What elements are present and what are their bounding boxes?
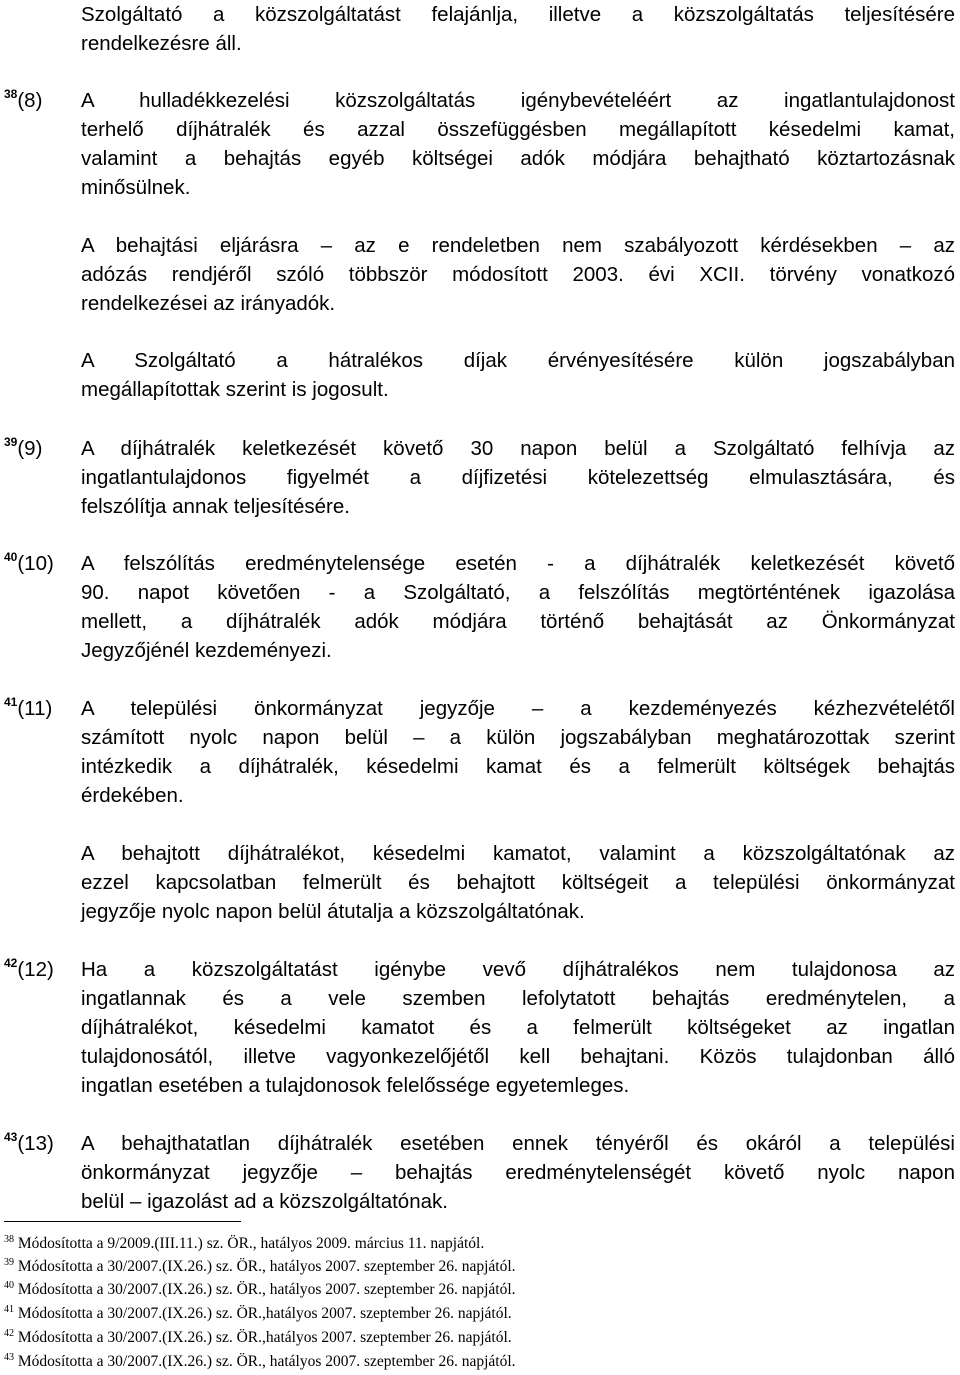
text-line: önkormányzat jegyzője – behajtás eredménytelenségét követő nyolc napon: [81, 1161, 955, 1184]
footnote: $^{43}$ Módosította a 30/2007.(IX.26.) sz. ÖR., hatályos 2007. szeptember 26. napjától.: [4, 1352, 516, 1370]
paragraph-number: $^{43}$(13): [4, 1130, 54, 1155]
text-line: adózás rendjéről szóló többször módosított 2003. évi XCII. törvény vonatkozó: [81, 263, 955, 286]
text-line: A Szolgáltató a hátralékos díjak érvényesítésére külön jogszabályban: [81, 349, 955, 372]
text-line: ezzel kapcsolatban felmerült és behajtott költségeit a települési önkormányzat: [81, 871, 955, 894]
text-line: tulajdonosától, illetve vagyonkezelőjétől kell behajtani. Közös tulajdonban álló: [81, 1045, 955, 1068]
text-line: rendelkezései az irányadók.: [81, 292, 336, 315]
footnote-ref: 42: [4, 956, 18, 970]
text-line: A hulladékkezelési közszolgáltatás igénybevételéért az ingatlantulajdonost: [81, 89, 955, 112]
text-line: rendelkezésre áll.: [81, 32, 242, 55]
footnote-ref: 40: [4, 550, 18, 564]
text-line: Jegyzőjénél kezdeményezi.: [81, 639, 332, 662]
text-line: intézkedik a díjhátralék, késedelmi kamat és a felmerült költségek behajtás: [81, 755, 955, 778]
text-line: A települési önkormányzat jegyzője – a kezdeményezés kézhezvételétől: [81, 697, 955, 720]
paragraph-number: $^{40}$(10): [4, 550, 54, 575]
paragraph-number: $^{39}$(9): [4, 435, 43, 460]
footnote-ref: 41: [4, 695, 18, 709]
text-line: minősülnek.: [81, 176, 191, 199]
text-line: 90. napot követően - a Szolgáltató, a felszólítás megtörténtének igazolása: [81, 581, 955, 604]
text-line: A felszólítás eredménytelensége esetén - a díjhátralék keletkezését követő: [81, 552, 955, 575]
text-line: belül – igazolást ad a közszolgáltatónak.: [81, 1190, 448, 1213]
footnote: $^{41}$ Módosította a 30/2007.(IX.26.) sz. ÖR.,hatályos 2007. szeptember 26. napjától.: [4, 1304, 512, 1322]
footnote: $^{42}$ Módosította a 30/2007.(IX.26.) sz. ÖR.,hatályos 2007. szeptember 26. napjától.: [4, 1328, 512, 1346]
text-line: számított nyolc napon belül – a külön jogszabályban meghatározottak szerint: [81, 726, 955, 749]
text-line: megállapítottak szerint is jogosult.: [81, 378, 389, 401]
text-line: A díjhátralék keletkezését követő 30 napon belül a Szolgáltató felhívja az: [81, 437, 955, 460]
text-line: valamint a behajtás egyéb költségei adók módjára behajtható köztartozásnak: [81, 147, 955, 170]
footnote-ref: 39: [4, 435, 18, 449]
footnote-ref: 38: [4, 87, 18, 101]
text-line: mellett, a díjhátralék adók módjára történő behajtását az Önkormányzat: [81, 610, 955, 633]
text-line: jegyzője nyolc napon belül átutalja a közszolgáltatónak.: [81, 900, 585, 923]
paragraph-number: $^{42}$(12): [4, 956, 54, 981]
text-line: díjhátralékot, késedelmi kamatot és a felmerült költségeket az ingatlan: [81, 1016, 955, 1039]
text-line: A behajthatatlan díjhátralék esetében ennek tényéről és okáról a települési: [81, 1132, 955, 1155]
text-line: Szolgáltató a közszolgáltatást felajánlja, illetve a közszolgáltatás teljesítésére: [81, 3, 955, 26]
text-line: ingatlannak és a vele szemben lefolytatott behajtás eredménytelen, a: [81, 987, 955, 1010]
text-line: terhelő díjhátralék és azzal összefüggésben megállapított késedelmi kamat,: [81, 118, 955, 141]
paragraph-number: $^{38}$(8): [4, 87, 43, 112]
footnote: $^{39}$ Módosította a 30/2007.(IX.26.) sz. ÖR., hatályos 2007. szeptember 26. napjától.: [4, 1257, 516, 1275]
text-line: Ha a közszolgáltatást igénybe vevő díjhátralékos nem tulajdonosa az: [81, 958, 955, 981]
footnote-separator: [4, 1221, 241, 1222]
text-line: érdekében.: [81, 784, 184, 807]
footnote-ref: 43: [4, 1130, 18, 1144]
footnote: $^{40}$ Módosította a 30/2007.(IX.26.) sz. ÖR., hatályos 2007. szeptember 26. napjától.: [4, 1280, 516, 1298]
text-line: A behajtási eljárásra – az e rendeletben nem szabályozott kérdésekben – az: [81, 234, 955, 257]
text-line: A behajtott díjhátralékot, késedelmi kamatot, valamint a közszolgáltatónak az: [81, 842, 955, 865]
text-line: felszólítja annak teljesítésére.: [81, 495, 350, 518]
text-line: ingatlan esetében a tulajdonosok felelőssége egyetemleges.: [81, 1074, 630, 1097]
paragraph-number: $^{41}$(11): [4, 695, 53, 720]
text-line: ingatlantulajdonos figyelmét a díjfizetési kötelezettség elmulasztására, és: [81, 466, 955, 489]
footnote: $^{38}$ Módosította a 9/2009.(III.11.) sz. ÖR., hatályos 2009. március 11. napjától.: [4, 1234, 485, 1252]
